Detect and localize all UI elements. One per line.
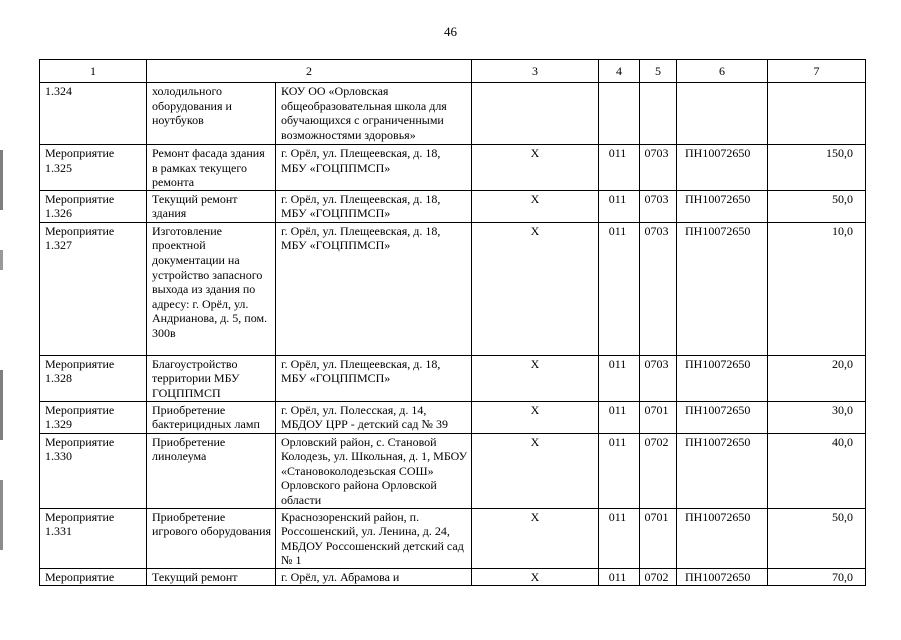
code-target-cell: ПН10072650 (677, 568, 768, 585)
code-target-cell: ПН10072650 (677, 508, 768, 568)
code-section-cell: 0701 (640, 401, 677, 433)
amount-cell: 40,0 (768, 433, 866, 508)
measure-name-cell: Приобретение бактерицидных ламп (147, 401, 276, 433)
code-target-cell: ПН10072650 (677, 355, 768, 401)
scan-artifact (0, 250, 3, 270)
amount-cell: 50,0 (768, 508, 866, 568)
table-row (40, 568, 866, 585)
budget-table (39, 59, 866, 586)
mark-cell: X (472, 568, 599, 585)
code-section-cell: 0702 (640, 433, 677, 508)
measure-id-cell: Мероприятие 1.327 (40, 222, 147, 355)
amount-cell (768, 83, 866, 145)
code-target-cell: ПН10072650 (677, 145, 768, 191)
code-target-cell: ПН10072650 (677, 222, 768, 355)
scan-artifact (0, 370, 3, 440)
measure-name-cell: Текущий ремонт (147, 568, 276, 585)
table-row (40, 190, 866, 222)
code-ministry-cell: 011 (599, 568, 640, 585)
measure-id-cell: Мероприятие 1.330 (40, 433, 147, 508)
address-cell: г. Орёл, ул. Абрамова и (276, 568, 472, 585)
mark-cell: X (472, 355, 599, 401)
mark-cell: X (472, 433, 599, 508)
column-number: 6 (677, 60, 768, 83)
measure-id-cell: Мероприятие 1.328 (40, 355, 147, 401)
measure-id-cell: 1.324 (40, 83, 147, 145)
code-section-cell: 0702 (640, 568, 677, 585)
code-section-cell (640, 83, 677, 145)
address-cell: г. Орёл, ул. Плещеевская, д. 18, МБУ «ГОЦППМСП» (276, 190, 472, 222)
scan-artifact (0, 150, 3, 210)
code-section-cell: 0703 (640, 222, 677, 355)
code-ministry-cell: 011 (599, 190, 640, 222)
column-number: 1 (40, 60, 147, 83)
table-row (40, 145, 866, 191)
code-section-cell: 0703 (640, 190, 677, 222)
code-ministry-cell: 011 (599, 433, 640, 508)
address-cell: Краснозоренский район, п. Россошенский, ул. Ленина, д. 24, МБДОУ Россошенский детский сад № 1 (276, 508, 472, 568)
address-cell: КОУ ОО «Орловская общеобразовательная школа для обучающихся с ограниченными возможностями здоровья» (276, 83, 472, 145)
measure-name-cell: Ремонт фасада здания в рамках текущего ремонта (147, 145, 276, 191)
measure-id-cell: Мероприятие 1.329 (40, 401, 147, 433)
code-ministry-cell: 011 (599, 508, 640, 568)
code-ministry-cell: 011 (599, 355, 640, 401)
address-cell: г. Орёл, ул. Плещеевская, д. 18, МБУ «ГОЦППМСП» (276, 145, 472, 191)
mark-cell: X (472, 401, 599, 433)
measure-id-cell: Мероприятие 1.326 (40, 190, 147, 222)
measure-name-cell: Приобретение линолеума (147, 433, 276, 508)
mark-cell: X (472, 508, 599, 568)
code-target-cell (677, 83, 768, 145)
code-ministry-cell: 011 (599, 222, 640, 355)
measure-name-cell: Приобретение игрового оборудования (147, 508, 276, 568)
column-number: 7 (768, 60, 866, 83)
amount-cell: 150,0 (768, 145, 866, 191)
address-cell: Орловский район, с. Становой Колодезь, ул. Школьная, д. 1, МБОУ «Становоколодезьская СОШ» Орловского района Орловской области (276, 433, 472, 508)
measure-id-cell: Мероприятие 1.331 (40, 508, 147, 568)
measure-id-cell: Мероприятие (40, 568, 147, 585)
mark-cell: X (472, 145, 599, 191)
measure-name-cell: Текущий ремонт здания (147, 190, 276, 222)
mark-cell: X (472, 222, 599, 355)
column-number-row (40, 60, 866, 83)
scan-artifact (0, 480, 3, 550)
address-cell: г. Орёл, ул. Полесская, д. 14, МБДОУ ЦРР - детский сад № 39 (276, 401, 472, 433)
measure-name-cell: холодильного оборудования и ноутбуков (147, 83, 276, 145)
code-ministry-cell: 011 (599, 401, 640, 433)
amount-cell: 50,0 (768, 190, 866, 222)
column-number: 3 (472, 60, 599, 83)
measure-id-cell: Мероприятие 1.325 (40, 145, 147, 191)
table-row (40, 508, 866, 568)
table-row (40, 433, 866, 508)
column-number: 2 (147, 60, 472, 83)
code-section-cell: 0703 (640, 145, 677, 191)
page-number: 46 (444, 24, 457, 39)
amount-cell: 70,0 (768, 568, 866, 585)
code-ministry-cell (599, 83, 640, 145)
code-ministry-cell: 011 (599, 145, 640, 191)
column-number: 5 (640, 60, 677, 83)
measure-name-cell: Изготовление проектной документации на устройство запасного выхода из здания по адресу: г. Орёл, ул. Андрианова, д. 5, пом. 300в (147, 222, 276, 355)
table-row (40, 355, 866, 401)
mark-cell (472, 83, 599, 145)
table-row (40, 83, 866, 145)
address-cell: г. Орёл, ул. Плещеевская, д. 18, МБУ «ГОЦППМСП» (276, 355, 472, 401)
amount-cell: 20,0 (768, 355, 866, 401)
code-section-cell: 0701 (640, 508, 677, 568)
address-cell: г. Орёл, ул. Плещеевская, д. 18, МБУ «ГОЦППМСП» (276, 222, 472, 355)
table-row (40, 401, 866, 433)
amount-cell: 10,0 (768, 222, 866, 355)
column-number: 4 (599, 60, 640, 83)
measure-name-cell: Благоустройство территории МБУ ГОЦППМСП (147, 355, 276, 401)
mark-cell: X (472, 190, 599, 222)
table-row (40, 222, 866, 355)
code-target-cell: ПН10072650 (677, 433, 768, 508)
code-section-cell: 0703 (640, 355, 677, 401)
amount-cell: 30,0 (768, 401, 866, 433)
code-target-cell: ПН10072650 (677, 401, 768, 433)
code-target-cell: ПН10072650 (677, 190, 768, 222)
